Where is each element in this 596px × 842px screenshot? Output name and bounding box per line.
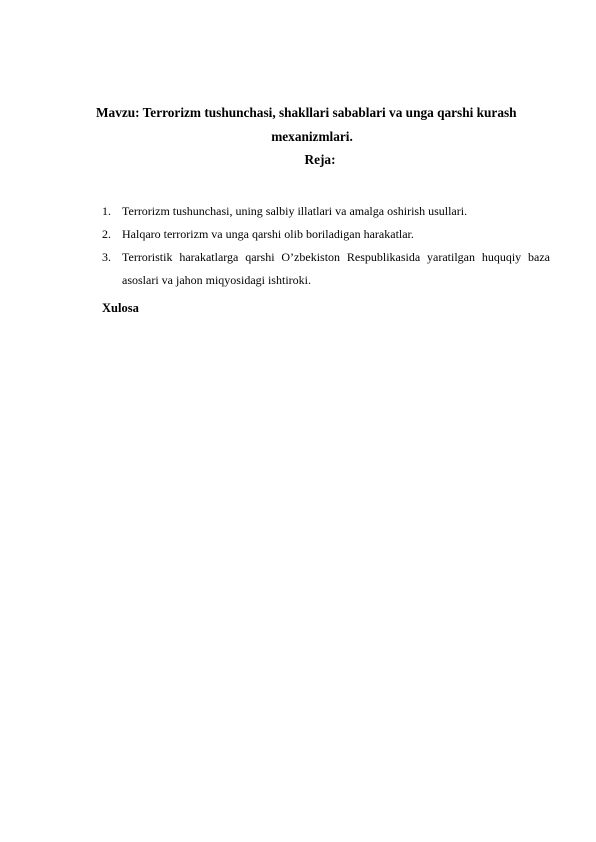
conclusion-heading: Xulosa <box>102 301 139 315</box>
plan-item-text: Terroristik harakatlarga qarshi O’zbekiston Respublikasida yaratilgan huquqiy baza asoslari va jahon miqyosidagi ishtiroki. <box>122 250 550 287</box>
plan-list <box>102 200 550 292</box>
plan-item-text: Terrorizm tushunchasi, uning salbiy illatlari va amalga oshirish usullari. <box>122 204 468 218</box>
plan-heading: Reja: <box>304 152 336 167</box>
plan-item-1 <box>102 200 550 223</box>
plan-item-number: 1. <box>102 204 111 218</box>
plan-item-3 <box>102 246 550 292</box>
plan-item-number: 2. <box>102 227 111 241</box>
plan-item-text: Halqaro terrorizm va unga qarshi olib boriladigan harakatlar. <box>122 227 414 241</box>
plan-item-2 <box>102 223 550 246</box>
document-title: Mavzu: Terrorizm tushunchasi, shakllari sabablari va unga qarshi kurash <box>96 105 517 120</box>
plan-item-number: 3. <box>102 250 111 264</box>
document-title-continuation: mexanizmlari. <box>271 129 353 144</box>
